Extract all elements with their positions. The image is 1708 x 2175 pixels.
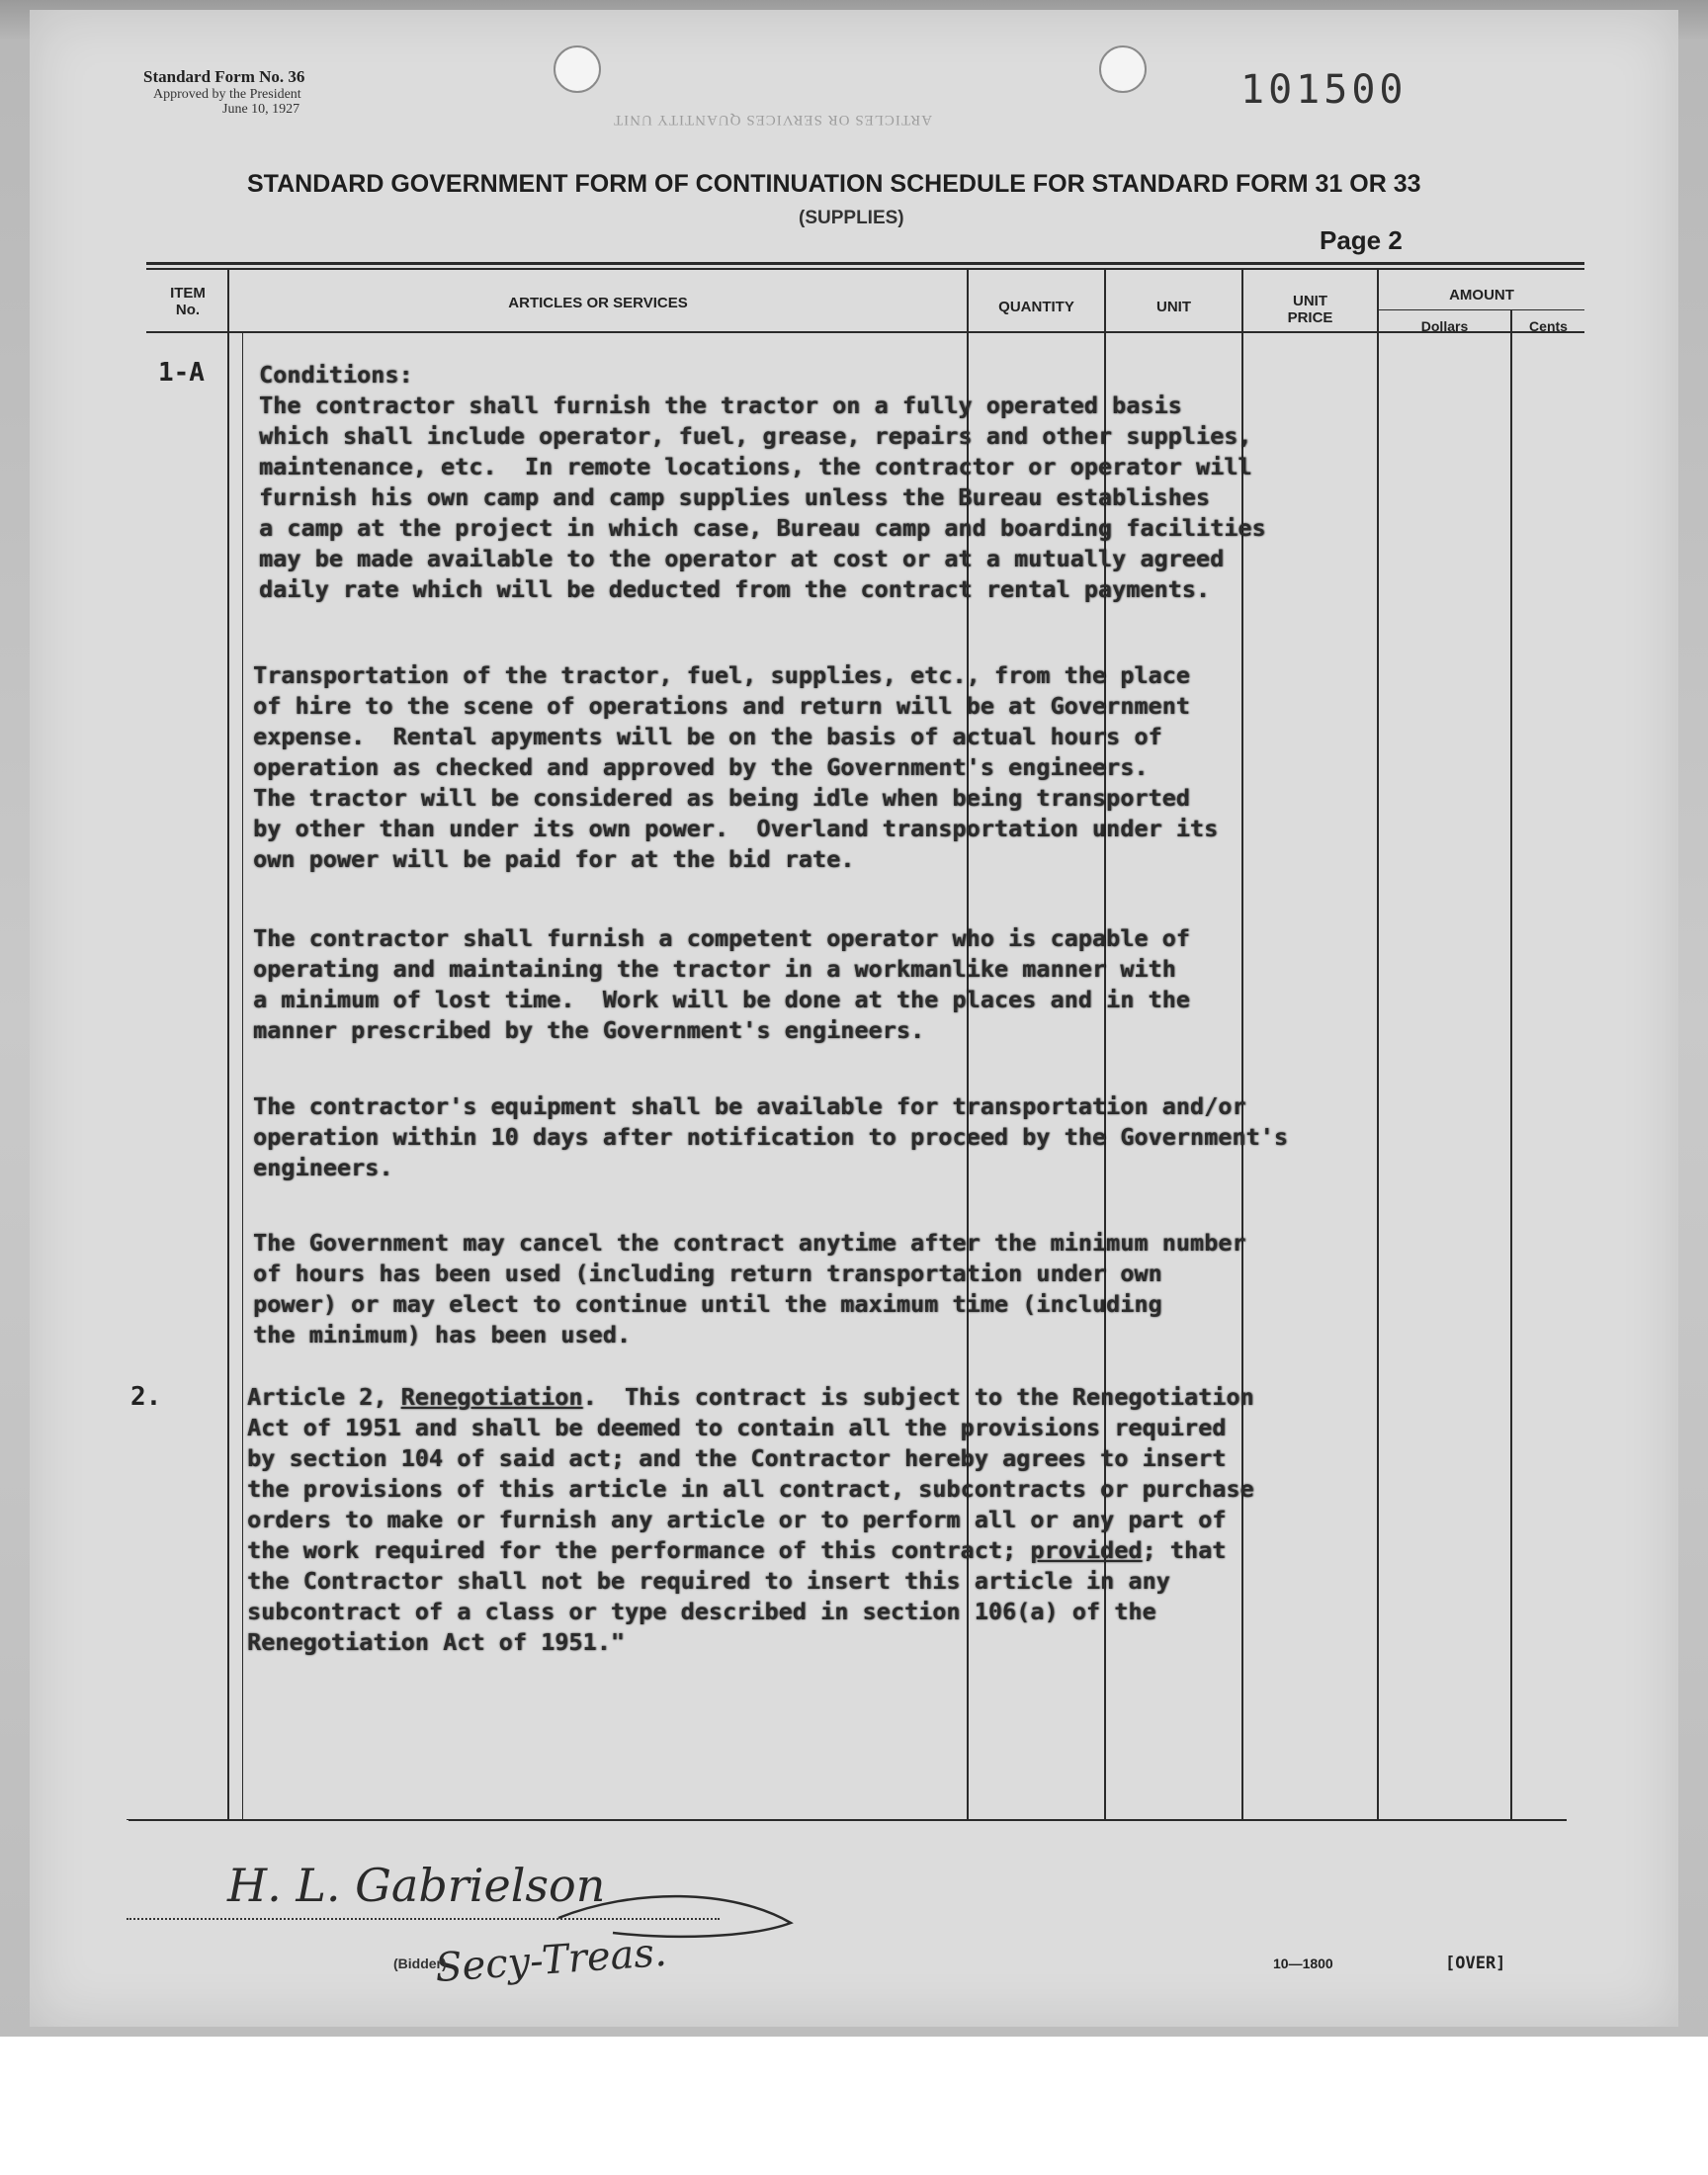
header-dollars: Dollars [1420,318,1469,334]
signer-title: Secy-Treas. [433,1929,669,1992]
article-2-text [247,1382,1254,1658]
header-articles: ARTICLES OR SERVICES [508,295,688,311]
header-bottom-rule [146,331,1584,333]
header-item-no-line2: No. [175,302,201,318]
article-2-body: Act of 1951 and shall be deemed to contain all the provisions required by section 104 of said act; and the Contractor hereby agrees to insert the provisions of this article in all contract, subcontracts or purchase orders to make or furnish any article or to perform all or any part of the work required for the performance of this contract; [247,1414,1254,1564]
item-paragraph: The contractor shall furnish a competent operator who is capable of operating and maintaining the tractor in a workmanlike manner with a minimum of lost time. Work will be done at the places and in the manner prescribed by the Government's engineers. [253,924,1190,1044]
article-2-end: the Contractor shall not be required to insert this article in any subcontract of a class or type described in section 106(a) of the Renegotiation Act of 1951." [247,1567,1170,1656]
footer-rule [127,1819,1565,1820]
amount-split-rule [1379,309,1584,310]
item-number: 2. [130,1382,162,1412]
item-paragraph: Transportation of the tractor, fuel, supplies, etc., from the place of hire to the scene of operations and return will be at Government expense. Rental apyments will be on the basis of actual hours of operation as checked and approved by the Government's engineers. The tractor will be considered as being idle when being transported by other than under its own power. Overland transportation under its own power will be paid for at the bid rate. [253,661,1219,873]
col-divider-item-2 [242,331,243,1819]
over-label: [OVER] [1445,1954,1506,1973]
signature-line [127,1918,720,1920]
item-number: 1-A [158,358,205,388]
col-divider-item [227,269,229,1819]
header-quantity: QUANTITY [998,299,1074,315]
header-unit: UNIT [1156,299,1191,315]
header-unit-price-line2: PRICE [1287,309,1333,326]
header-item-no [148,285,227,318]
page-subtitle: (SUPPLIES) [799,208,904,228]
approval-line-2: June 10, 1927 [222,102,300,117]
stamp-number: 101500 [1240,67,1408,113]
form-code: 10—1800 [1273,1956,1333,1971]
header-item-no-line1: ITEM [170,285,206,302]
item-paragraph: Conditions: The contractor shall furnish the tractor on a fully operated basis which shall include operator, fuel, grease, repairs and other supplies, maintenance, etc. In remote locations, the contractor or operator will furnish his own camp and camp supplies unless the Bureau establishes a camp at the project in which case, Bureau camp and boarding facilities may be made available to the operator at cost or at a mutually agreed daily rate which will be deducted from the contract rental payments. [259,361,1266,603]
item-paragraph: The Government may cancel the contract anytime after the minimum number of hours has been used (including return transportation under own power) or may elect to continue until the maximum time (including the minimum) has been used. [253,1229,1246,1348]
table-top-rule-2 [146,268,1584,270]
article-2-after-provided: ; that [1142,1536,1227,1564]
article-2-heading: Renegotiation [400,1383,583,1411]
bleed-through-text: ARTICLES OR SERVICES QUANTITY UNIT [613,112,932,128]
header-unit-price [1243,293,1377,326]
bidder-signature: H. L. Gabrielson [227,1859,606,1912]
item-paragraph: The contractor's equipment shall be available for transportation and/or operation within 10 days after notification to proceed by the Government's engineers. [253,1092,1288,1181]
binder-hole-left [554,45,601,93]
col-divider-dollars [1510,310,1512,1819]
header-cents: Cents [1529,318,1568,334]
article-2-provided: provided [1030,1536,1143,1564]
article-2-line1: . This contract is subject to the Renegotiation [582,1383,1254,1411]
form-id: Standard Form No. 36 [143,67,305,86]
bidder-label: (Bidder) [393,1956,447,1971]
approval-line-1: Approved by the President [153,87,301,102]
header-unit-price-line1: UNIT [1293,293,1327,309]
table-top-rule [146,262,1584,265]
form-approval [153,87,301,117]
col-divider-price [1377,269,1379,1819]
page-number: Page 2 [1320,225,1403,255]
page-title: STANDARD GOVERNMENT FORM OF CONTINUATION SCHEDULE FOR STANDARD FORM 31 OR 33 [247,170,1421,198]
header-amount: AMOUNT [1449,287,1514,304]
binder-hole-right [1099,45,1147,93]
article-2-prefix: Article 2, [247,1383,401,1411]
